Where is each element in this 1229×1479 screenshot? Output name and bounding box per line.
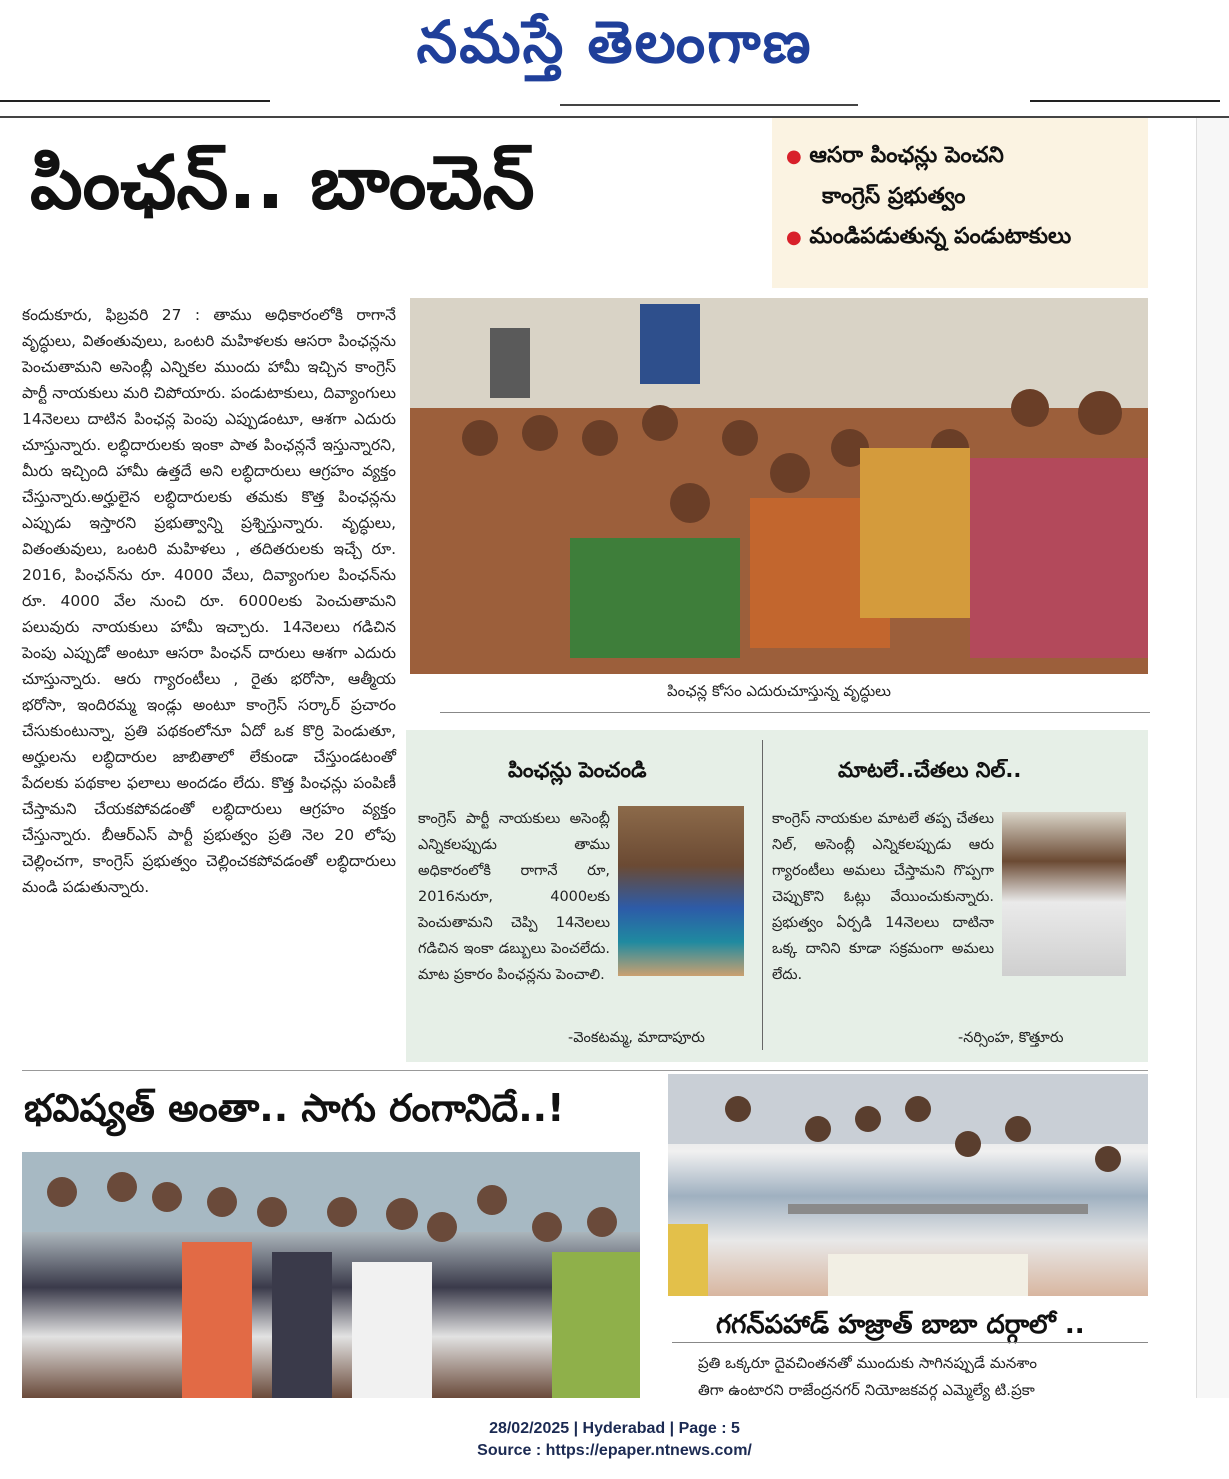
article-photo <box>410 298 1148 674</box>
header-rule-left <box>0 100 270 102</box>
box2-text: కాంగ్రెస్ నాయకుల మాటలే తప్ప చేతలు నిల్, అసెంబ్లీ ఎన్నికలప్పుడు ఆరు గ్యారంటీలు అమలు చేస్తామని గొప్పగా చెప్పుకొని ఓట్లు వేయించుకున్నారు. ప్రభుత్వం ఏర్పడి 14నెలలు దాటినా ఒక్క దానిని కూడా సక్రమంగా అమలు లేదు. <box>772 811 994 983</box>
bullet-icon: ● <box>786 146 802 167</box>
box1-portrait <box>618 806 744 976</box>
page-footer <box>0 1418 1229 1462</box>
story3-rule <box>672 1342 1148 1343</box>
story3-line-1: ప్రతి ఒక్కరూ దైవచింతనతో ముందుకు సాగినప్పుడే మనశాం <box>698 1354 1037 1372</box>
box1-title: పింఛన్లు పెంచండి <box>508 758 647 782</box>
box2-portrait <box>1002 812 1126 976</box>
bullet-icon: ● <box>786 227 802 248</box>
highlight-item-2 <box>786 217 1134 258</box>
box1-text: కాంగ్రెస్ పార్టీ నాయకులు అసెంబ్లీ ఎన్నికలప్పుడు తాము అధికారంలోకి రాగానే రూ, 2016నురూ, 4000లకు పెంచుతామని చెప్పి 14నెలలు గడిచిన ఇంకా డబ్బులు పెంచలేదు. మాట ప్రకారం పింఛన్లను పెంచాలి. <box>418 811 610 983</box>
elderly-group-photo <box>410 298 1148 674</box>
story3-headline: గగన్‌పహాడ్ హజ్రాత్ బాబా దర్గాలో .. <box>716 1310 1085 1340</box>
box2-title: మాటలే..చేతలు నిల్.. <box>838 758 1022 782</box>
highlights-box <box>772 118 1148 288</box>
story3-line-2: తిగా ఉంటారని రాజేంద్రనగర్ నియోజకవర్గ ఎమ్మెల్యే టి.ప్రకా <box>698 1381 1035 1399</box>
adjacent-page-strip <box>1196 118 1229 1398</box>
box1-signature: -వెంకటమ్మ, మాదాపూరు <box>568 1030 705 1046</box>
section-rule <box>22 1070 1148 1071</box>
photo-caption: పింఛన్ల కోసం ఎదురుచూస్తున్న వృద్ధులు <box>666 682 891 700</box>
header-rule-middle <box>560 104 858 106</box>
main-headline: పింఛన్.. బాంచెన్ <box>30 140 535 226</box>
caption-rule <box>440 712 1150 713</box>
article-body: కందుకూరు, ఫిబ్రవరి 27 : తాము అధికారంలోకి రాగానే వృద్ధులు, వితంతువులు, ఒంటరి మహిళలకు ఆసరా పింఛన్లను పెంచుతామని అసెంబ్లీ ఎన్నికల ముందు హామీ ఇచ్చిన కాంగ్రెస్ పార్టీ నాయకులు మరి చిపోయారు. పండుటాకులు, దివ్యాంగులు 14నెలలు దాటిన పింఛన్ల పెంపు ఎప్పుడంటూ, ఆశగా ఎదురు చూస్తున్నారు. లబ్ధిదారులకు ఇంకా పాత పింఛన్లనే ఇస్తున్నారని, మీరు ఇచ్చింది హామీ ఉత్తదే అని లబ్ధిదారులు ఆగ్రహం వ్యక్తం చేస్తున్నారు.అర్హులైన లబ్ధిదారులకు తమకు కొత్త పింఛన్లను ఎప్పుడు ఇస్తారని ప్రభుత్వాన్ని ప్రశ్నిస్తున్నారు. వృద్ధులు, వితంతువులు, ఒంటరి మహిళలు , తదితరులకు ఇచ్చే రూ. 2016, పింఛన్‌ను రూ. 4000 వేలు, దివ్యాంగుల పింఛన్‌ను రూ. 4000 వేల నుంచి రూ. 6000లకు పెంచుతామని పలువురు నాయకులు హామీ ఇచ్చారు. 14నెలలు గడిచిన పెంపు ఎప్పుడో అంటూ ఆసరా పింఛన్ దారులు ఆశగా ఎదురు చూస్తున్నారు. ఆరు గ్యారంటీలు , రైతు భరోసా, ఆత్మీయ భరోసా, ఇందిరమ్మ ఇండ్లు అంటూ కాంగ్రెస్ సర్కార్ ప్రచారం చేసుకుంటున్నా, ప్రతి పథకంలోనూ ఏదో ఒక కొర్రి పెండుతూ, అర్హులను లబ్ధిదారుల జాబితాలో లేకుండా చేస్తుండటంతో పేదలకు పథకాల ఫలాలు అందడం లేదు. కొత్త పింఛన్లు పంపిణీ చేస్తామని చేయకపోవడంతో లబ్ధిదారులు ఆగ్రహం వ్యక్తం చేస్తున్నారు. బీఆర్ఎస్ పార్టీ ప్రభుత్వం ప్రతి నెల 20 లోపు చెల్లించగా, కాంగ్రెస్ ప్రభుత్వం చెల్లించకపోవడంతో లబ్ధిదారులు మండి పడుతున్నారు. <box>22 306 396 896</box>
felicitation-photo <box>22 1152 640 1398</box>
box2-signature: -నర్సింహ, కొత్తూరు <box>958 1030 1064 1046</box>
masthead-title: నమస్తే తెలంగాణ <box>416 8 813 76</box>
quote-box-divider <box>762 740 763 1050</box>
highlight-item-1 <box>786 136 1134 177</box>
footer-source-line: Source : https://epaper.ntnews.com/ <box>477 1442 752 1459</box>
story3-text <box>698 1350 1138 1404</box>
footer-date-line: 28/02/2025 | Hyderabad | Page : 5 <box>489 1420 740 1437</box>
dargah-photo <box>668 1074 1148 1296</box>
highlight-1-line-1: ఆసరా పింఛన్లు పెంచని <box>809 143 1004 168</box>
masthead <box>0 0 1229 96</box>
story2-headline: భవిష్యత్ అంతా.. సాగు రంగానిదే..! <box>24 1086 565 1130</box>
highlight-2-text: మండిపడుతున్న పండుటాకులు <box>809 224 1072 249</box>
felicitation-group-photo <box>22 1152 640 1398</box>
dargah-visit-photo <box>668 1074 1148 1296</box>
highlight-1-line-2: కాంగ్రెస్ ప్రభుత్వం <box>822 184 966 209</box>
header-rule-right <box>1030 100 1220 102</box>
